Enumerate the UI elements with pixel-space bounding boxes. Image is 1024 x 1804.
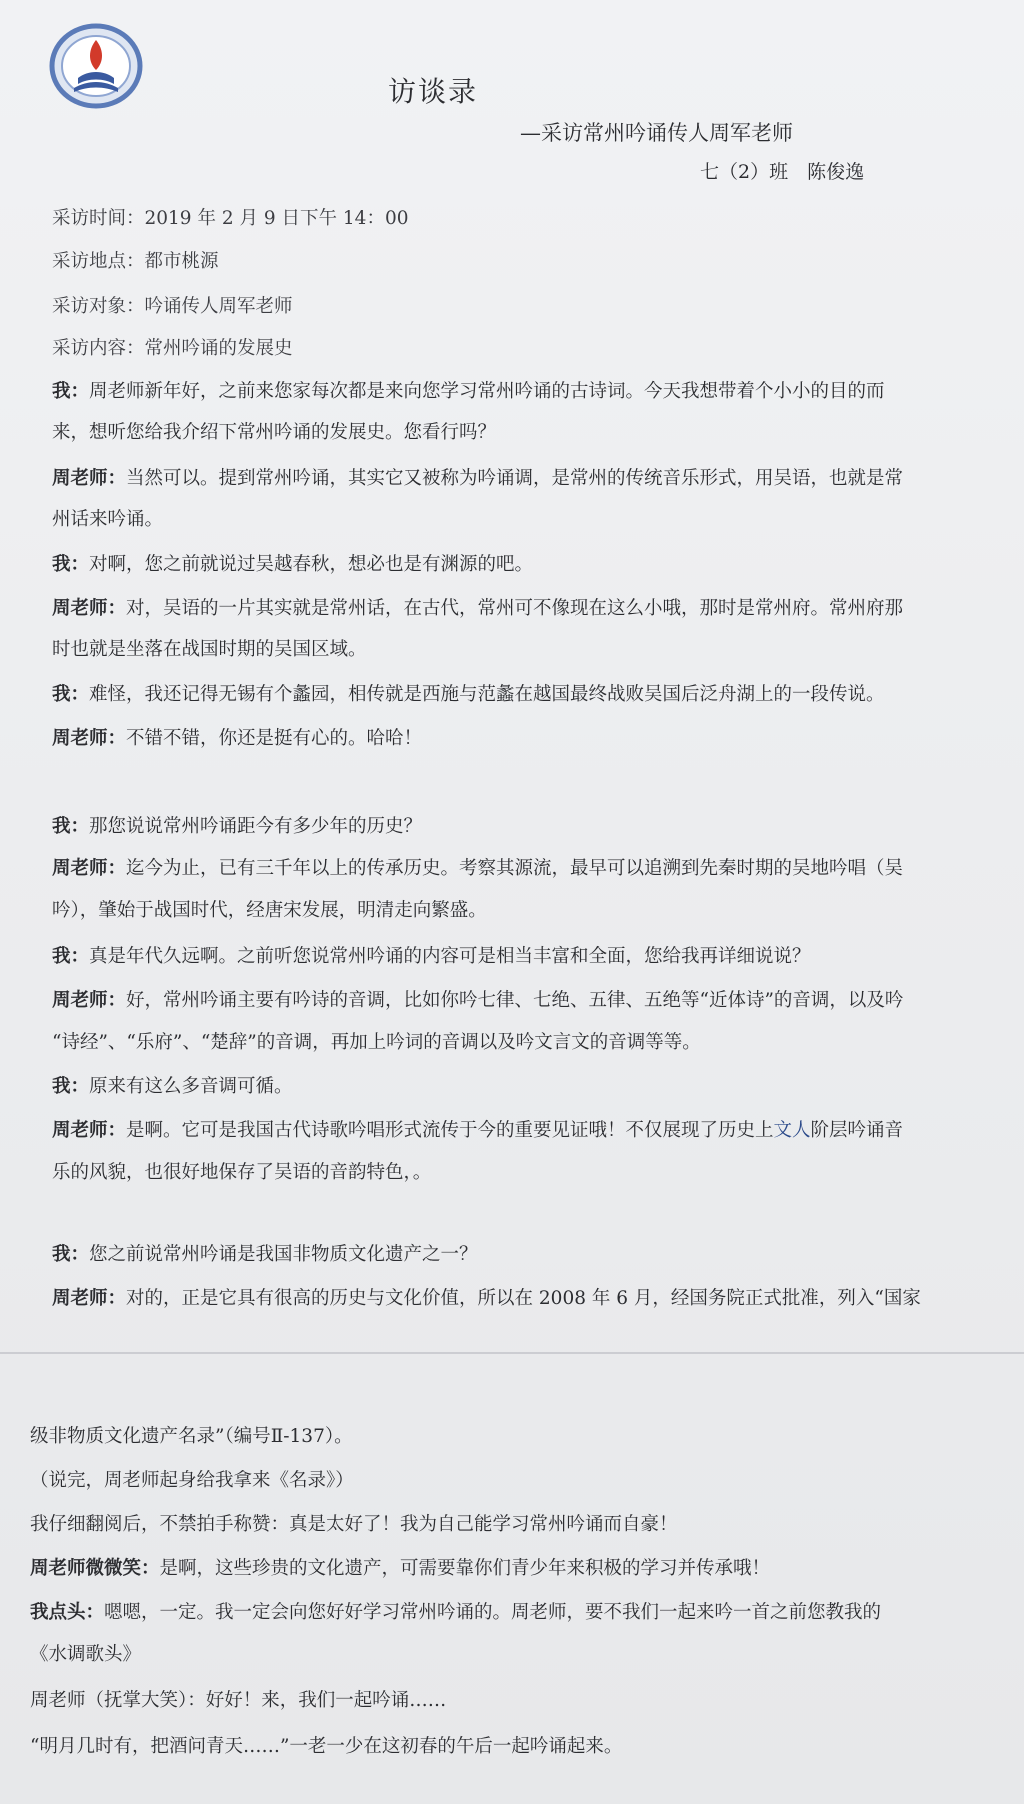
interview-place: 采访地点：都市桃源 bbox=[52, 251, 219, 272]
dialogue-line: 我：那您说说常州吟诵距今有多少年的历史？ bbox=[52, 816, 423, 837]
speaker-label: 周老师： bbox=[52, 858, 127, 879]
speaker-label: 周老师： bbox=[52, 598, 127, 619]
dialogue-line: 我：您之前说常州吟诵是我国非物质文化遗产之一？ bbox=[52, 1244, 478, 1265]
speaker-label: 周老师： bbox=[52, 1288, 127, 1309]
speaker-label: 我： bbox=[52, 946, 90, 967]
wenren-link[interactable]: 文人 bbox=[773, 1120, 811, 1141]
page2-line: 我点头：嗯嗯，一定。我一定会向您好好学习常州吟诵的。周老师，要不我们一起来吟一首之前您教我的 bbox=[30, 1602, 882, 1623]
dialogue-line: 来，想听您给我介绍下常州吟诵的发展史。您看行吗？ bbox=[52, 422, 497, 443]
dialogue-line: 我：难怪，我还记得无锡有个蠡园，相传就是西施与范蠡在越国最终战败吴国后泛舟湖上的一段传说。 bbox=[52, 684, 885, 705]
page2-line: 我仔细翻阅后，不禁拍手称赞：真是太好了！我为自己能学习常州吟诵而自豪！ bbox=[30, 1514, 678, 1535]
speaker-label: 我： bbox=[52, 684, 90, 705]
dialogue-line: 周老师：对，吴语的一片其实就是常州话，在古代，常州可不像现在这么小哦，那时是常州府。常州府那 bbox=[52, 598, 904, 619]
dialogue-line: 我：原来有这么多音调可循。 bbox=[52, 1076, 293, 1097]
speaker-label: 我： bbox=[52, 381, 90, 402]
dialogue-line: 周老师：当然可以。提到常州吟诵，其实它又被称为吟诵调，是常州的传统音乐形式，用吴语，也就是常 bbox=[52, 468, 904, 489]
speaker-label: 周老师微微笑： bbox=[30, 1558, 160, 1579]
speaker-label: 我： bbox=[52, 1076, 90, 1097]
dialogue-line: 吟），肇始于战国时代，经唐宋发展，明清走向繁盛。 bbox=[52, 900, 487, 921]
school-emblem-icon bbox=[48, 18, 144, 114]
dialogue-line: 我：周老师新年好，之前来您家每次都是来向您学习常州吟诵的古诗词。今天我想带着个小小的目的而 bbox=[52, 381, 885, 402]
page2-line: 《水调歌头》 bbox=[30, 1644, 142, 1665]
interview-time: 采访时间：2019 年 2 月 9 日下午 14：00 bbox=[52, 208, 409, 229]
author-line: 七（2）班 陈俊逸 bbox=[700, 161, 865, 183]
page2-line: （说完，周老师起身给我拿来《名录》） bbox=[30, 1470, 354, 1491]
page2-line: 级非物质文化遗产名录”（编号Ⅱ-137）。 bbox=[30, 1426, 353, 1447]
dialogue-line: 周老师：好，常州吟诵主要有吟诗的音调，比如你吟七律、七绝、五律、五绝等“近体诗”的音调，以及吟 bbox=[52, 990, 904, 1011]
speaker-label: 周老师： bbox=[52, 990, 127, 1011]
dialogue-line: 周老师：是啊。它可是我国古代诗歌吟唱形式流传于今的重要见证哦！不仅展现了历史上文人阶层吟诵音 bbox=[52, 1120, 904, 1141]
dialogue-line: 时也就是坐落在战国时期的吴国区域。 bbox=[52, 639, 367, 660]
interview-subject: 采访对象：吟诵传人周军老师 bbox=[52, 296, 293, 317]
page2-line: 周老师微微笑：是啊，这些珍贵的文化遗产，可需要靠你们青少年来积极的学习并传承哦！ bbox=[30, 1558, 771, 1579]
speaker-label: 我点头： bbox=[30, 1602, 105, 1623]
document-subtitle: —采访常州吟诵传人周军老师 bbox=[520, 121, 793, 145]
speaker-label: 周老师： bbox=[52, 728, 127, 749]
dialogue-line: 周老师：对的，正是它具有很高的历史与文化价值，所以在 2008 年 6 月，经国务院正式批准，列入“国家 bbox=[52, 1288, 921, 1309]
dialogue-line: 我：真是年代久远啊。之前听您说常州吟诵的内容可是相当丰富和全面，您给我再详细说说？ bbox=[52, 946, 811, 967]
speaker-label: 我： bbox=[52, 816, 90, 837]
dialogue-line: “诗经”、“乐府”、“楚辞”的音调，再加上吟词的音调以及吟文言文的音调等等。 bbox=[52, 1032, 701, 1053]
document-title: 访谈录 bbox=[388, 75, 479, 108]
speaker-label: 我： bbox=[52, 1244, 90, 1265]
dialogue-line: 周老师：不错不错，你还是挺有心的。哈哈！ bbox=[52, 728, 423, 749]
page2-line: 周老师（抚掌大笑）：好好！来，我们一起吟诵…… bbox=[30, 1690, 447, 1711]
dialogue-line: 州话来吟诵。 bbox=[52, 509, 164, 530]
dialogue-line: 乐的风貌，也很好地保存了吴语的音韵特色，。 bbox=[52, 1162, 432, 1183]
speaker-label: 周老师： bbox=[52, 468, 127, 489]
interview-content: 采访内容：常州吟诵的发展史 bbox=[52, 338, 293, 359]
page-fold bbox=[0, 1352, 1024, 1354]
dialogue-line: 我：对啊，您之前就说过吴越春秋，想必也是有渊源的吧。 bbox=[52, 554, 534, 575]
speaker-label: 我： bbox=[52, 554, 90, 575]
page2-line: “明月几时有，把酒问青天……”一老一少在这初春的午后一起吟诵起来。 bbox=[30, 1736, 623, 1757]
dialogue-line: 周老师：迄今为止，已有三千年以上的传承历史。考察其源流，最早可以追溯到先秦时期的吴地吟唱（吴 bbox=[52, 858, 904, 879]
speaker-label: 周老师： bbox=[52, 1120, 127, 1141]
